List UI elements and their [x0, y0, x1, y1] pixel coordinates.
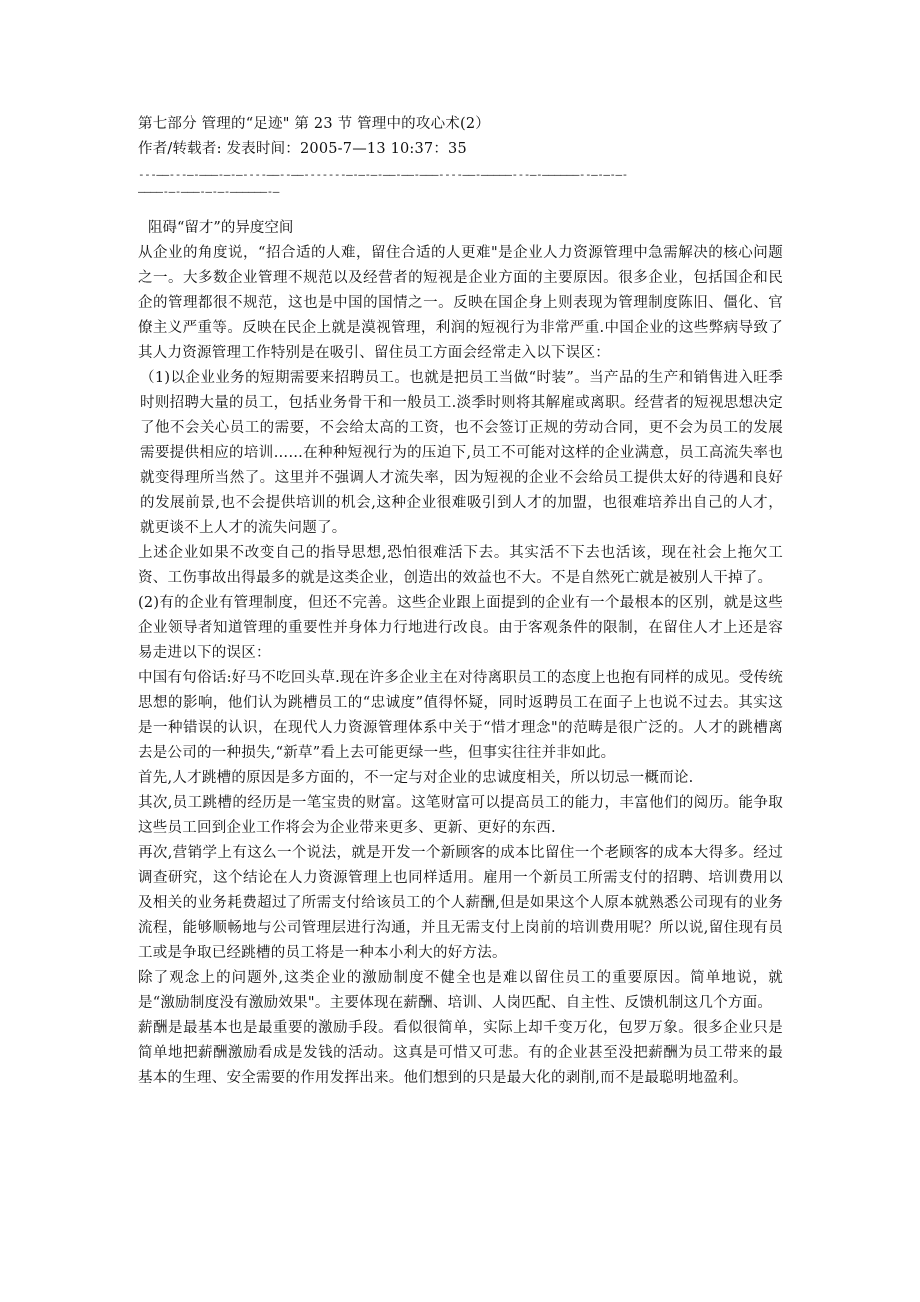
paragraph-third: 再次,营销学上有这么一个说法，就是开发一个新顾客的成本比留住一个老顾客的成本大得多。经过调查研究，这个结论在人力资源管理上也同样适用。雇用一个新员工所需支付的招聘、培训费用以及相关的业务耗费超过了所需支付给该员工的个人薪酬,但是如果这个人原本就熟悉公司现有的业务流程，能够顺畅地与公司管理层进行沟通，并且无需支付上岗前的培训费用呢？所以说,留住现有员工或是争取已经跳槽的员工将是一种本小利大的好方法。 — [138, 845, 783, 961]
paragraph: 中国有句俗话:好马不吃回头草.现在许多企业主在对待离职员工的态度上也抱有同样的成见。受传统思想的影响，他们认为跳槽员工的“忠诚度”值得怀疑，同时返聘员工在面子上也说不过去。其实这是一种错误的认识，在现代人力资源管理体系中关于“惜才理念"的范畴是很广泛的。人才的跳槽离去是公司的一种损失,“新草”看上去可能更绿一些，但事实往往并非如此。 — [138, 670, 783, 761]
dashed-divider-short: ————-—-———-—-—-——————-— — [138, 185, 279, 198]
section-title: 阻碍“留才”的异度空间 — [148, 220, 294, 236]
author-date-line: 作者/转载者: 发表时间：2005-7—13 10:37：35 — [138, 141, 467, 157]
paragraph: 上述企业如果不改变自己的指导思想,恐怕很难活下去。其实活不下去也活该，现在社会上拖欠工资、工伤事故出得最多的就是这类企业，创造出的效益也不大。不是自然死亡就是被别人干掉了。 — [138, 545, 783, 586]
paragraph: 除了观念上的问题外,这类企业的激励制度不健全也是难以留住员工的重要原因。简单地说，就是“激励制度没有激励效果"。主要体现在薪酬、培训、人岗匹配、自主性、反馈机制这几个方面。 — [138, 970, 783, 1011]
paragraph-intro: 从企业的角度说，“招合适的人难，留住合适的人更难"是企业人力资源管理中急需解决的核心问题之一。大多数企业管理不规范以及经营者的短视是企业方面的主要原因。很多企业，包括国企和民企的管理都很不规范，这也是中国的国情之一。反映在国企身上则表现为管理制度陈旧、僵化、官僚主义严重等。反映在民企上就是漠视管理，利润的短视行为非常严重.中国企业的这些弊病导致了其人力资源管理工作特别是在吸引、留住员工方面会经常走入以下误区： — [138, 245, 783, 361]
paragraph-first: 首先,人才跳槽的原因是多方面的，不一定与对企业的忠诚度相关，所以切忌一概而论. — [138, 770, 694, 786]
paragraph: 薪酬是最基本也是最重要的激励手段。看似很简单，实际上却千变万化，包罗万象。很多企业只是简单地把薪酬激励看成是发钱的活动。这真是可惜又可悲。有的企业甚至没把薪酬为员工带来的最基本的生理、安全需要的作用发挥出来。他们想到的只是最大化的剥削,而不是最聪明地盈利。 — [138, 1020, 783, 1086]
article-title-line: 第七部分 管理的“足迹" 第 23 节 管理中的攻心术(2） — [138, 116, 490, 132]
document-page — [138, 112, 783, 1091]
paragraph-second: 其次,员工跳槽的经历是一笔宝贵的财富。这笔财富可以提高员工的能力，丰富他们的阅历。能争取这些员工回到企业工作将会为企业带来更多、更新、更好的东西. — [138, 795, 783, 836]
paragraph-item-1: （1)以企业业务的短期需要来招聘员工。也就是把员工当做“时装”。当产品的生产和销售进入旺季时则招聘大量的员工，包括业务骨干和一般员工.淡季时则将其解雇或离职。经营者的短视思想决定了他不会关心员工的需要，不会给太高的工资，也不会签订正规的劳动合同，更不会为员工的发展需要提供相应的培训……在种种短视行为的压迫下,员工不可能对这样的企业满意，员工高流失率也就变得理所当然了。这里并不强调人才流失率，因为短视的企业不会给员工提供太好的待遇和良好的发展前景,也不会提供培训的机会,这种企业很难吸引到人才的加盟，也很难培养出自己的人才，就更谈不上人才的流失问题了。 — [140, 370, 783, 536]
dashed-divider: ---——---—-———-—-—----——--——-------—-—-—-——-——-———----——-—————---—-——————--—-—-—- — [138, 168, 628, 181]
paragraph-item-2: (2)有的企业有管理制度，但还不完善。这些企业跟上面提到的企业有一个最根本的区别，就是这些企业领导者知道管理的重要性并身体力行地进行改良。由于客观条件的限制，在留住人才上还是容易走进以下的误区： — [138, 595, 783, 661]
